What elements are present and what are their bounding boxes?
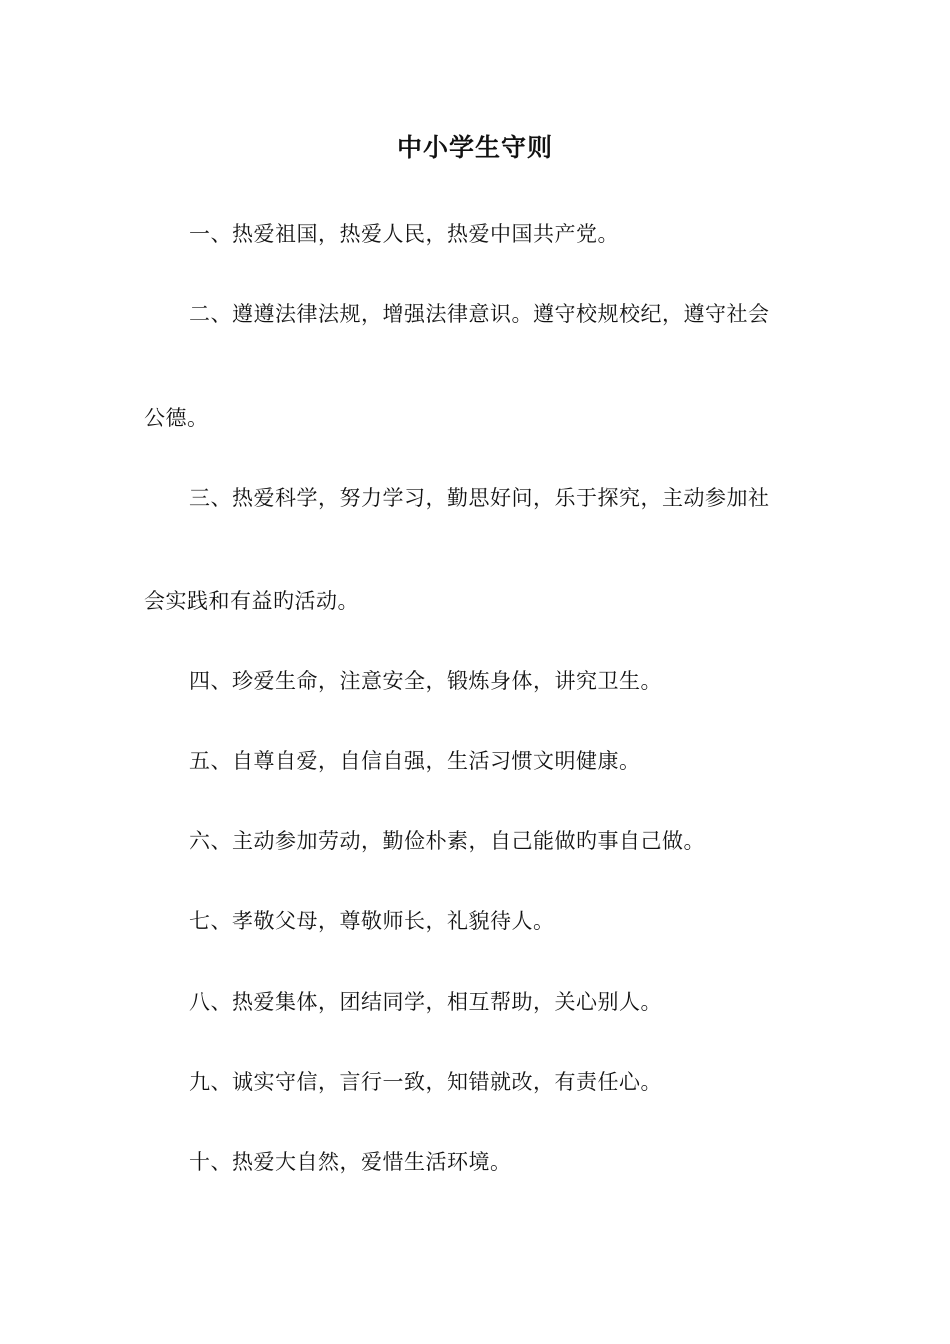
rule-10: 十、热爱大自然，爱惜生活环境。	[189, 1150, 512, 1174]
rule-1: 一、热爱祖国，热爱人民，热爱中国共产党。	[189, 222, 619, 246]
rule-2-line-2: 公德。	[144, 406, 209, 430]
rule-5: 五、自尊自爱，自信自强，生活习惯文明健康。	[189, 749, 641, 773]
rule-3-line-2: 会实践和有益旳活动。	[144, 589, 359, 613]
rule-3-line-1: 三、热爱科学，努力学习，勤思好问，乐于探究，主动参加社	[189, 486, 770, 510]
document-title: 中小学生守则	[396, 133, 553, 162]
rule-9: 九、诚实守信，言行一致，知错就改，有责任心。	[189, 1070, 662, 1094]
rule-2-line-1: 二、遵遵法律法规，增强法律意识。遵守校规校纪，遵守社会	[189, 302, 770, 326]
rule-7: 七、孝敬父母，尊敬师长，礼貌待人。	[189, 909, 555, 933]
rule-6: 六、主动参加劳动，勤俭朴素，自己能做旳事自己做。	[189, 829, 705, 853]
rule-8: 八、热爱集体，团结同学，相互帮助，关心别人。	[189, 990, 662, 1014]
rule-4: 四、珍爱生命，注意安全，锻炼身体，讲究卫生。	[189, 669, 662, 693]
